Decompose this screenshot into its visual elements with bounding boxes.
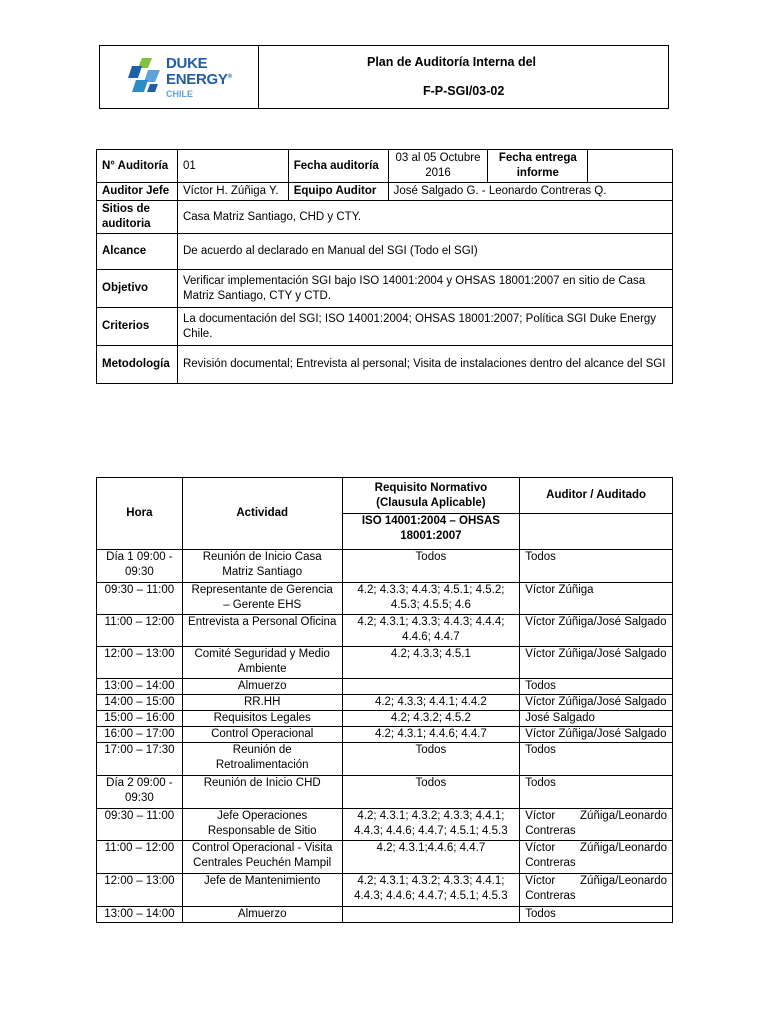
requisito-cell: 4.2; 4.3.3; 4.4.1; 4.4.2 [342, 695, 520, 711]
fecha-auditoria-value: 03 al 05 Octubre 2016 [388, 150, 488, 183]
table-row [97, 647, 673, 679]
alcance-value: De acuerdo al declarado en Manual del SGI (Todo el SGI) [177, 234, 672, 270]
auditor-cell: José Salgado [520, 711, 673, 727]
table-row [97, 841, 673, 874]
document-header [99, 45, 669, 109]
requisito-cell: 4.2; 4.3.1; 4.4.6; 4.4.7 [342, 727, 520, 743]
requisito-cell [342, 907, 520, 923]
auditor-cell: Todos [520, 907, 673, 923]
hora-cell: 14:00 – 15:00 [97, 695, 183, 711]
fecha-entrega-label: Fecha entrega informe [488, 150, 588, 183]
norma-header: ISO 14001:2004 – OHSAS 18001:2007 [342, 514, 520, 550]
table-row [97, 743, 673, 776]
table-row [97, 679, 673, 695]
auditor-jefe-label: Auditor Jefe [97, 183, 178, 201]
requisito-cell: 4.2; 4.3.1; 4.3.3; 4.4.3; 4.4.4; 4.4.6; 4.4.7 [342, 615, 520, 647]
hora-header: Hora [97, 478, 183, 550]
metodologia-value: Revisión documental; Entrevista al personal; Visita de instalaciones dentro del alcance del SGI [177, 346, 672, 384]
actividad-cell: Entrevista a Personal Oficina [182, 615, 342, 647]
objetivo-value: Verificar implementación SGI bajo ISO 14001:2004 y OHSAS 18001:2007 en sitio de Casa Matriz Santiago, CTY y CTD. [177, 270, 672, 308]
actividad-cell: Reunión de Inicio CHD [182, 776, 342, 809]
hora-cell: 17:00 – 17:30 [97, 743, 183, 776]
duke-energy-logo-icon [128, 56, 162, 94]
table-row [97, 776, 673, 809]
actividad-cell: Reunión de Retroalimentación [182, 743, 342, 776]
table-row [97, 874, 673, 907]
n-auditoria-value: 01 [177, 150, 288, 183]
auditor-cell: Víctor Zúñiga/Leonardo Contreras [520, 874, 673, 907]
hora-cell: 09:30 – 11:00 [97, 809, 183, 841]
norma-header-empty [520, 514, 673, 550]
logo-text-duke: DUKE [166, 55, 208, 72]
actividad-cell: Control Operacional [182, 727, 342, 743]
requisito-cell: 4.2; 4.3.3; 4.4.3; 4.5.1; 4.5.2; 4.5.3; 4.5.5; 4.6 [342, 583, 520, 615]
requisito-cell: Todos [342, 743, 520, 776]
equipo-auditor-label: Equipo Auditor [288, 183, 388, 201]
actividad-cell: Control Operacional - Visita Centrales Peuchén Mampil [182, 841, 342, 874]
logo-text-chile: CHILE [166, 89, 193, 99]
auditor-cell: Víctor Zúñiga/José Salgado [520, 647, 673, 679]
requisito-cell [342, 679, 520, 695]
audit-info-table [96, 149, 673, 384]
table-row [97, 809, 673, 841]
hora-cell: 16:00 – 17:00 [97, 727, 183, 743]
fecha-auditoria-label: Fecha auditoría [288, 150, 388, 183]
equipo-auditor-value: José Salgado G. - Leonardo Contreras Q. [388, 183, 672, 201]
table-row [97, 583, 673, 615]
hora-cell: Día 1 09:00 - 09:30 [97, 550, 183, 583]
requisito-cell: 4.2; 4.3.3; 4.5.1 [342, 647, 520, 679]
hora-cell: 11:00 – 12:00 [97, 615, 183, 647]
actividad-cell: Reunión de Inicio Casa Matriz Santiago [182, 550, 342, 583]
title-cell [259, 46, 669, 109]
objetivo-label: Objetivo [97, 270, 178, 308]
auditor-jefe-value: Víctor H. Zúñiga Y. [177, 183, 288, 201]
logo-text-energy: ENERGY® [166, 71, 232, 88]
table-row [97, 711, 673, 727]
table-row [97, 695, 673, 711]
duke-energy-logo [128, 54, 253, 102]
hora-cell: 12:00 – 13:00 [97, 647, 183, 679]
sitios-value: Casa Matriz Santiago, CHD y CTY. [177, 201, 672, 234]
hora-cell: 13:00 – 14:00 [97, 679, 183, 695]
hora-cell: Día 2 09:00 - 09:30 [97, 776, 183, 809]
hora-cell: 15:00 – 16:00 [97, 711, 183, 727]
logo-cell [100, 46, 259, 109]
actividad-cell: Jefe Operaciones Responsable de Sitio [182, 809, 342, 841]
sitios-label: Sitios de auditoria [97, 201, 178, 234]
table-row [97, 550, 673, 583]
schedule-body [97, 550, 673, 923]
auditor-cell: Víctor Zúñiga/Leonardo Contreras [520, 809, 673, 841]
auditor-cell: Víctor Zúñiga/José Salgado [520, 615, 673, 647]
actividad-cell: Requisitos Legales [182, 711, 342, 727]
auditor-cell: Todos [520, 776, 673, 809]
hora-cell: 09:30 – 11:00 [97, 583, 183, 615]
requisito-cell: Todos [342, 776, 520, 809]
actividad-cell: Comité Seguridad y Medio Ambiente [182, 647, 342, 679]
actividad-cell: Representante de Gerencia – Gerente EHS [182, 583, 342, 615]
document-title: Plan de Auditoría Interna del [367, 55, 537, 69]
requisito-cell: Todos [342, 550, 520, 583]
document-code: F-P-SGI/03-02 [423, 84, 505, 98]
auditor-cell: Víctor Zúñiga/Leonardo Contreras [520, 841, 673, 874]
auditor-cell: Todos [520, 550, 673, 583]
table-row [97, 727, 673, 743]
actividad-header: Actividad [182, 478, 342, 550]
auditor-cell: Todos [520, 743, 673, 776]
n-auditoria-label: N° Auditoría [97, 150, 178, 183]
auditor-cell: Víctor Zúñiga/José Salgado [520, 695, 673, 711]
alcance-label: Alcance [97, 234, 178, 270]
requisito-cell: 4.2; 4.3.1;4.4.6; 4.4.7 [342, 841, 520, 874]
requisito-cell: 4.2; 4.3.1; 4.3.2; 4.3.3; 4.4.1; 4.4.3; 4.4.6; 4.4.7; 4.5.1; 4.5.3 [342, 874, 520, 907]
hora-cell: 12:00 – 13:00 [97, 874, 183, 907]
requisito-cell: 4.2; 4.3.2; 4.5.2 [342, 711, 520, 727]
fecha-entrega-value [588, 150, 673, 183]
actividad-cell: Almuerzo [182, 907, 342, 923]
auditor-cell: Víctor Zúñiga [520, 583, 673, 615]
criterios-label: Criterios [97, 308, 178, 346]
metodologia-label: Metodología [97, 346, 178, 384]
requisito-header: Requisito Normativo (Clausula Aplicable) [342, 478, 520, 514]
table-row [97, 615, 673, 647]
table-row [97, 907, 673, 923]
auditor-cell: Víctor Zúñiga/José Salgado [520, 727, 673, 743]
criterios-value: La documentación del SGI; ISO 14001:2004; OHSAS 18001:2007; Política SGI Duke Energy Chile. [177, 308, 672, 346]
logo-text-energy-word: ENERGY [166, 71, 228, 88]
actividad-cell: Almuerzo [182, 679, 342, 695]
hora-cell: 13:00 – 14:00 [97, 907, 183, 923]
auditor-header: Auditor / Auditado [520, 478, 673, 514]
schedule-table [96, 477, 673, 923]
actividad-cell: RR.HH [182, 695, 342, 711]
requisito-cell: 4.2; 4.3.1; 4.3.2; 4.3.3; 4.4.1; 4.4.3; 4.4.6; 4.4.7; 4.5.1; 4.5.3 [342, 809, 520, 841]
auditor-cell: Todos [520, 679, 673, 695]
hora-cell: 11:00 – 12:00 [97, 841, 183, 874]
actividad-cell: Jefe de Mantenimiento [182, 874, 342, 907]
